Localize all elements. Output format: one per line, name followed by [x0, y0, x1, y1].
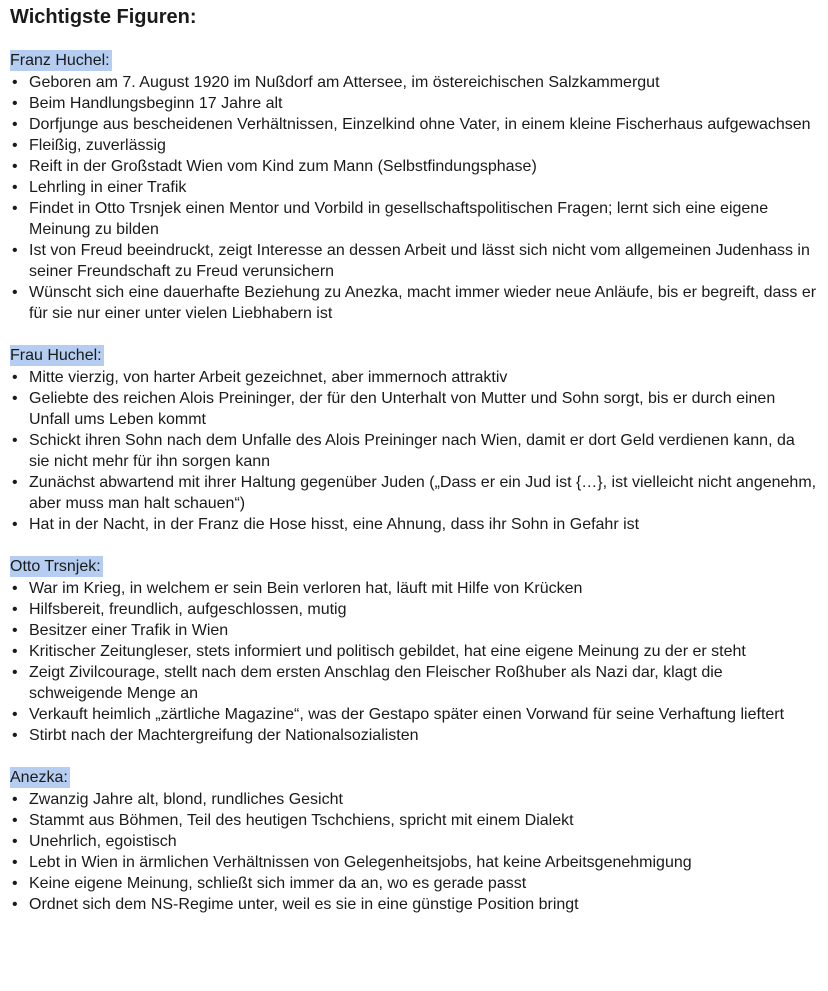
- bullet-icon: •: [12, 643, 18, 660]
- list-item-text: Schickt ihren Sohn nach dem Unfalle des Alois Preininger nach Wien, damit er dort Geld verdienen kann, da sie nicht mehr für ihn sorgen kann: [29, 432, 795, 470]
- list-item-text: Zeigt Zivilcourage, stellt nach dem ersten Anschlag den Fleischer Roßhuber als Nazi dar, klagt die schweigende Menge an: [29, 664, 723, 702]
- list-item-text: Geliebte des reichen Alois Preininger, der für den Unterhalt von Mutter und Sohn sorgt, bis er durch einen Unfall ums Leben kommt: [29, 390, 776, 428]
- list-item: [10, 873, 818, 894]
- list-item: [10, 662, 818, 704]
- list-item: [10, 198, 818, 240]
- list-item: [10, 810, 818, 831]
- list-item: [10, 430, 818, 472]
- character-section: [10, 345, 818, 535]
- bullet-icon: •: [12, 516, 18, 533]
- page-title: Wichtigste Figuren:: [10, 6, 197, 28]
- bullet-icon: •: [12, 706, 18, 723]
- list-item-text: Ordnet sich dem NS-Regime unter, weil es sie in eine günstige Position bringt: [29, 896, 579, 913]
- section-heading: Anezka:: [10, 769, 68, 786]
- list-item-text: Dorfjunge aus bescheidenen Verhältnissen, Einzelkind ohne Vater, in einem kleine Fischerhaus aufgewachsen: [29, 116, 811, 133]
- bullet-icon: •: [12, 116, 18, 133]
- list-item-text: Mitte vierzig, von harter Arbeit gezeichnet, aber immernoch attraktiv: [29, 369, 508, 386]
- bullet-icon: •: [12, 875, 18, 892]
- bullet-icon: •: [12, 95, 18, 112]
- list-item: [10, 725, 818, 746]
- list-item: [10, 177, 818, 198]
- bullet-icon: •: [12, 200, 18, 217]
- list-item: [10, 472, 818, 514]
- list-item: [10, 789, 818, 810]
- list-item: [10, 514, 818, 535]
- list-item: [10, 620, 818, 641]
- list-item-text: Lebt in Wien in ärmlichen Verhältnissen von Gelegenheitsjobs, hat keine Arbeitsgenehmigung: [29, 854, 692, 871]
- bullet-icon: •: [12, 158, 18, 175]
- list-item-text: Zwanzig Jahre alt, blond, rundliches Gesicht: [29, 791, 343, 808]
- list-item: [10, 135, 818, 156]
- list-item: [10, 704, 818, 725]
- list-item-text: Besitzer einer Trafik in Wien: [29, 622, 229, 639]
- list-item: [10, 831, 818, 852]
- bullet-icon: •: [12, 601, 18, 618]
- section-heading: Otto Trsnjek:: [10, 558, 101, 575]
- list-item-text: Kritischer Zeitungleser, stets informiert und politisch gebildet, hat eine eigene Meinung zu der er steht: [29, 643, 746, 660]
- list-item-text: Stammt aus Böhmen, Teil des heutigen Tschchiens, spricht mit einem Dialekt: [29, 812, 574, 829]
- bullet-icon: •: [12, 622, 18, 639]
- bullet-icon: •: [12, 432, 18, 449]
- bullet-icon: •: [12, 137, 18, 154]
- character-section: [10, 556, 818, 746]
- bullet-icon: •: [12, 812, 18, 829]
- bullet-icon: •: [12, 791, 18, 808]
- list-item-text: Wünscht sich eine dauerhafte Beziehung zu Anezka, macht immer wieder neue Anläufe, bis er begreift, dass er für sie nur einer unter vielen Liebhabern ist: [29, 284, 817, 322]
- bullet-icon: •: [12, 833, 18, 850]
- section-heading: Frau Huchel:: [10, 347, 102, 364]
- bullet-icon: •: [12, 664, 18, 681]
- bullet-icon: •: [12, 242, 18, 259]
- bullet-list: [10, 789, 818, 915]
- list-item-text: Findet in Otto Trsnjek einen Mentor und Vorbild in gesellschaftspolitischen Fragen; lernt sich eine eigene Meinung zu bilden: [29, 200, 769, 238]
- bullet-icon: •: [12, 854, 18, 871]
- list-item-text: Verkauft heimlich „zärtliche Magazine“, was der Gestapo später einen Vorwand für seine Verhaftung lieftert: [29, 706, 785, 723]
- bullet-list: [10, 367, 818, 535]
- list-item: [10, 388, 818, 430]
- list-item-text: Lehrling in einer Trafik: [29, 179, 187, 196]
- bullet-icon: •: [12, 179, 18, 196]
- list-item: [10, 578, 818, 599]
- list-item-text: Reift in der Großstadt Wien vom Kind zum Mann (Selbstfindungsphase): [29, 158, 537, 175]
- list-item: [10, 599, 818, 620]
- list-item: [10, 93, 818, 114]
- list-item-text: Beim Handlungsbeginn 17 Jahre alt: [29, 95, 283, 112]
- list-item: [10, 240, 818, 282]
- list-item-text: Hilfsbereit, freundlich, aufgeschlossen, mutig: [29, 601, 347, 618]
- list-item: [10, 641, 818, 662]
- list-item-text: Ist von Freud beeindruckt, zeigt Interesse an dessen Arbeit und lässt sich nicht vom allgemeinen Judenhass in seiner Freundschaft zu Freud verunsichern: [29, 242, 810, 280]
- bullet-icon: •: [12, 390, 18, 407]
- list-item: [10, 156, 818, 177]
- character-section: [10, 767, 818, 915]
- list-item-text: Stirbt nach der Machtergreifung der Nationalsozialisten: [29, 727, 419, 744]
- list-item-text: Zunächst abwartend mit ihrer Haltung gegenüber Juden („Dass er ein Jud ist {…}, ist vielleicht nicht angenehm, aber muss man halt schauen“): [29, 474, 817, 512]
- list-item-text: Hat in der Nacht, in der Franz die Hose hisst, eine Ahnung, dass ihr Sohn in Gefahr ist: [29, 516, 640, 533]
- character-section: [10, 50, 818, 324]
- list-item-text: Fleißig, zuverlässig: [29, 137, 166, 154]
- bullet-icon: •: [12, 727, 18, 744]
- bullet-icon: •: [12, 474, 18, 491]
- list-item: [10, 114, 818, 135]
- list-item-text: War im Krieg, in welchem er sein Bein verloren hat, läuft mit Hilfe von Krücken: [29, 580, 583, 597]
- bullet-list: [10, 578, 818, 746]
- character-sections: [10, 50, 818, 915]
- bullet-icon: •: [12, 369, 18, 386]
- list-item: [10, 72, 818, 93]
- bullet-icon: •: [12, 896, 18, 913]
- list-item: [10, 852, 818, 873]
- list-item-text: Unehrlich, egoistisch: [29, 833, 177, 850]
- list-item: [10, 367, 818, 388]
- list-item: [10, 282, 818, 324]
- list-item-text: Keine eigene Meinung, schließt sich immer da an, wo es gerade passt: [29, 875, 527, 892]
- section-heading: Franz Huchel:: [10, 52, 110, 69]
- bullet-icon: •: [12, 74, 18, 91]
- bullet-list: [10, 72, 818, 324]
- list-item: [10, 894, 818, 915]
- bullet-icon: •: [12, 284, 18, 301]
- bullet-icon: •: [12, 580, 18, 597]
- list-item-text: Geboren am 7. August 1920 im Nußdorf am Attersee, im östereichischen Salzkammergut: [29, 74, 660, 91]
